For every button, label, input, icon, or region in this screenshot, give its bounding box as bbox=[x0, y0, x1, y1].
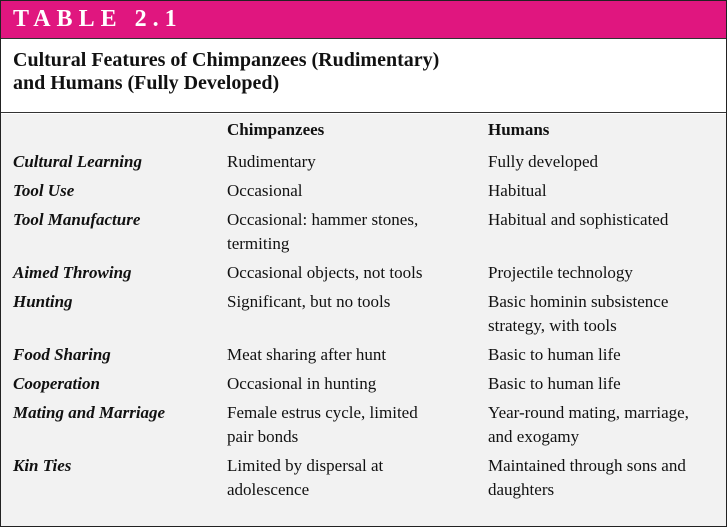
human-value-cell bbox=[488, 208, 718, 261]
human-value-cell bbox=[488, 372, 718, 401]
chimpanzee-value-cell bbox=[227, 343, 488, 372]
human-value-cell bbox=[488, 261, 718, 290]
table-caption bbox=[1, 38, 726, 113]
chimpanzee-value-cell bbox=[227, 290, 488, 343]
chimpanzee-value-line: pair bonds bbox=[227, 427, 299, 446]
table-row bbox=[13, 372, 718, 401]
human-value-line: Basic hominin subsistence bbox=[488, 292, 669, 311]
chimpanzee-value-line: Occasional in hunting bbox=[227, 374, 377, 393]
caption-line-1: Cultural Features of Chimpanzees (Rudimentary) bbox=[13, 49, 440, 71]
human-value-line: Fully developed bbox=[488, 152, 599, 171]
feature-name: Mating and Marriage bbox=[13, 403, 166, 422]
chimpanzee-value-cell bbox=[227, 372, 488, 401]
human-value-cell bbox=[488, 343, 718, 372]
feature-name: Tool Use bbox=[13, 181, 75, 200]
chimpanzee-value-line: Meat sharing after hunt bbox=[227, 345, 387, 364]
table-row bbox=[13, 261, 718, 290]
feature-name: Aimed Throwing bbox=[13, 263, 132, 282]
table-row bbox=[13, 401, 718, 454]
chimpanzee-value-cell bbox=[227, 454, 488, 507]
table-label-bar bbox=[1, 1, 726, 38]
chimpanzee-value-line: termiting bbox=[227, 234, 290, 253]
human-value-line: Habitual and sophisticated bbox=[488, 210, 669, 229]
human-value-line: daughters bbox=[488, 480, 555, 499]
table-row bbox=[13, 179, 718, 208]
human-value-cell bbox=[488, 401, 718, 454]
features-table bbox=[13, 120, 718, 507]
human-value-cell bbox=[488, 179, 718, 208]
human-value-cell bbox=[488, 150, 718, 179]
chimpanzee-value-line: Significant, but no tools bbox=[227, 292, 391, 311]
chimpanzee-value-cell bbox=[227, 150, 488, 179]
feature-name: Food Sharing bbox=[13, 345, 111, 364]
feature-name: Kin Ties bbox=[13, 456, 72, 475]
table-row bbox=[13, 454, 718, 507]
human-value-line: Maintained through sons and bbox=[488, 456, 686, 475]
chimpanzee-value-line: Limited by dispersal at bbox=[227, 456, 384, 475]
table-row bbox=[13, 150, 718, 179]
chimpanzee-value-line: Occasional objects, not tools bbox=[227, 263, 423, 282]
feature-name: Hunting bbox=[13, 292, 73, 311]
header-chimpanzees: Chimpanzees bbox=[227, 120, 325, 139]
table-row bbox=[13, 208, 718, 261]
feature-name: Cultural Learning bbox=[13, 152, 142, 171]
chimpanzee-value-line: Occasional: hammer stones, bbox=[227, 210, 419, 229]
chimpanzee-value-line: Female estrus cycle, limited bbox=[227, 403, 418, 422]
human-value-line: Habitual bbox=[488, 181, 547, 200]
human-value-cell bbox=[488, 290, 718, 343]
header-humans: Humans bbox=[488, 120, 550, 139]
table-row bbox=[13, 290, 718, 343]
chimpanzee-value-line: Occasional bbox=[227, 181, 303, 200]
chimpanzee-value-cell bbox=[227, 261, 488, 290]
chimpanzee-value-line: Rudimentary bbox=[227, 152, 316, 171]
chimpanzee-value-cell bbox=[227, 179, 488, 208]
caption-line-2: and Humans (Fully Developed) bbox=[13, 72, 280, 94]
human-value-line: Basic to human life bbox=[488, 345, 621, 364]
table-label: TABLE 2.1 bbox=[13, 6, 183, 32]
feature-name: Cooperation bbox=[13, 374, 100, 393]
feature-name: Tool Manufacture bbox=[13, 210, 141, 229]
table-row bbox=[13, 343, 718, 372]
human-value-line: Projectile technology bbox=[488, 263, 633, 282]
human-value-cell bbox=[488, 454, 718, 507]
human-value-line: Year-round mating, marriage, bbox=[488, 403, 689, 422]
header-feature bbox=[13, 120, 227, 150]
header-row bbox=[13, 120, 718, 150]
human-value-line: Basic to human life bbox=[488, 374, 621, 393]
chimpanzee-value-cell bbox=[227, 208, 488, 261]
chimpanzee-value-cell bbox=[227, 401, 488, 454]
human-value-line: strategy, with tools bbox=[488, 316, 617, 335]
chimpanzee-value-line: adolescence bbox=[227, 480, 310, 499]
table-body-area bbox=[1, 114, 726, 526]
human-value-line: and exogamy bbox=[488, 427, 580, 446]
